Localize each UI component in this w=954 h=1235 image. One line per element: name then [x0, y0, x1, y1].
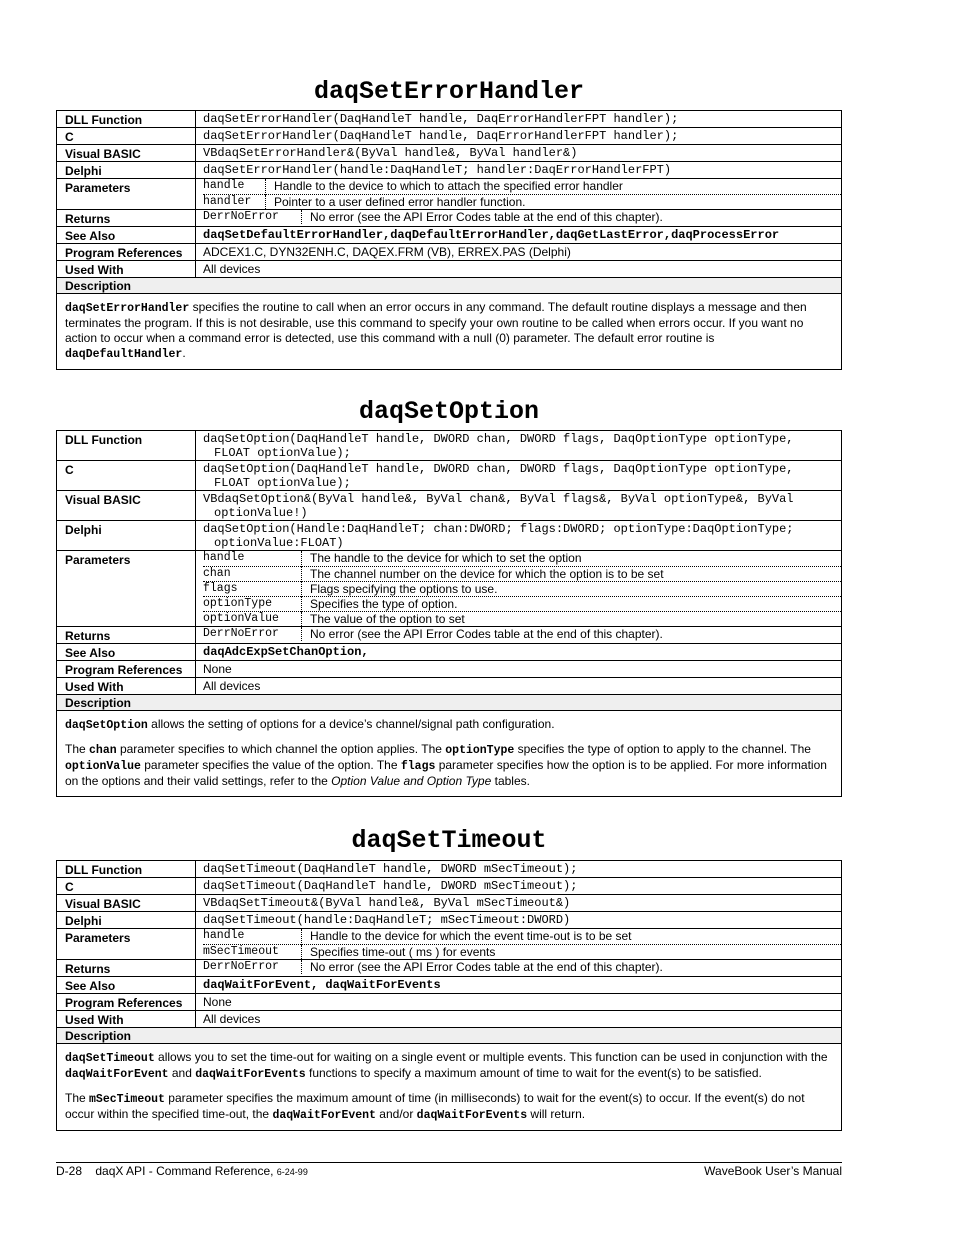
used-with-value: All devices [196, 678, 842, 695]
delphi-value: daqSetTimeout(handle:DaqHandleT; mSecTimeout:DWORD) [196, 912, 842, 929]
chapter-title: daqX API - Command Reference, [95, 1164, 277, 1178]
return-desc: No error (see the API Error Codes table at the end of this chapter). [310, 210, 663, 224]
param-desc: Specifies time-out ( ms ) for events [302, 944, 842, 959]
description-text: and/or [375, 1107, 417, 1121]
inline-code: daqWaitForEvent [65, 1068, 169, 1081]
inline-code: flags [400, 760, 436, 773]
program-references-value: ADCEX1.C, DYN32ENH.C, DAQEX.FRM (VB), ERREX.PAS (Delphi) [196, 244, 842, 261]
description-text: tables. [491, 774, 530, 788]
parameters-list [203, 551, 841, 626]
see-also-value: daqAdcExpSetChanOption, [196, 644, 842, 661]
see-also-value: daqWaitForEvent, daqWaitForEvents [196, 977, 842, 994]
code-line: FLOAT optionValue); [214, 446, 351, 460]
param-desc: Handle to the device for which the event time-out is to be set [310, 929, 632, 943]
parameters-list [203, 179, 841, 209]
label-delphi: Delphi [57, 162, 196, 179]
description-text: specifies the type of option to apply to the channel. The [514, 742, 811, 756]
vb-value: VBdaqSetErrorHandler&(ByVal handle&, ByVal handler&) [196, 145, 842, 162]
return-code: DerrNoError [203, 960, 302, 974]
code-line: optionValue!) [214, 506, 308, 520]
return-desc: No error (see the API Error Codes table at the end of this chapter). [310, 627, 663, 641]
inline-code: optionValue [65, 760, 141, 773]
label-used-with: Used With [57, 678, 196, 695]
param-desc: The handle to the device for which to set the option [310, 551, 582, 565]
code-line: daqSetOption(DaqHandleT handle, DWORD chan, DWORD flags, DaqOptionType optionType, [203, 462, 794, 476]
parameters-cell [196, 179, 842, 210]
description-text: allows the setting of options for a device’s channel/signal path configuration. [147, 717, 555, 731]
description-text: allows you to set the time-out for waiting on a single event or multiple events. This function can be used in conjunction with the [154, 1050, 828, 1064]
inline-code: daqWaitForEvents [416, 1109, 528, 1122]
label-visual-basic: Visual BASIC [57, 491, 196, 521]
reference-table [56, 430, 842, 797]
label-dll-function: DLL Function [57, 431, 196, 461]
delphi-value [196, 521, 842, 551]
inline-code: optionType [445, 744, 515, 757]
parameters-cell [196, 551, 842, 627]
label-program-references: Program References [57, 244, 196, 261]
inline-code: mSecTimeout [89, 1093, 165, 1106]
label-program-references: Program References [57, 661, 196, 678]
inline-code: daqSetOption [65, 719, 148, 732]
description-text: functions to specify a maximum amount of time to wait for the event(s) to be satisfied. [305, 1066, 762, 1080]
inline-code: daqWaitForEvent [272, 1109, 376, 1122]
returns-cell [196, 210, 842, 227]
param-desc: Pointer to a user defined error handler function. [266, 194, 842, 209]
code-line: daqSetOption(Handle:DaqHandleT; chan:DWORD; flags:DWORD; optionType:DaqOptionType; [203, 522, 794, 536]
description-text: parameter specifies how the option is to be applied. For more information on the options and their valid settings, refer to the [65, 758, 827, 788]
label-see-also: See Also [57, 644, 196, 661]
inline-code: chan [89, 744, 117, 757]
used-with-value: All devices [196, 261, 842, 278]
label-c: C [57, 461, 196, 491]
param-desc: Handle to the device to which to attach the specified error handler [274, 179, 623, 193]
label-used-with: Used With [57, 1011, 196, 1028]
revision-date: 6-24-99 [276, 1167, 308, 1177]
used-with-value: All devices [196, 1011, 842, 1028]
description-text: The [65, 1091, 90, 1105]
description-text: The [65, 742, 90, 756]
vb-value: VBdaqSetTimeout&(ByVal handle&, ByVal mSecTimeout&) [196, 895, 842, 912]
c-value: daqSetErrorHandler(DaqHandleT handle, DaqErrorHandlerFPT handler); [196, 128, 842, 145]
return-code: DerrNoError [203, 627, 302, 641]
code-line: optionValue:FLOAT) [214, 536, 344, 550]
description-text: will return. [527, 1107, 586, 1121]
param-name: optionValue [203, 611, 302, 626]
label-used-with: Used With [57, 261, 196, 278]
manual-title: WaveBook User’s Manual [704, 1164, 842, 1178]
label-c: C [57, 878, 196, 895]
footer-left [56, 1164, 308, 1178]
return-desc: No error (see the API Error Codes table at the end of this chapter). [310, 960, 663, 974]
param-name: mSecTimeout [203, 944, 302, 959]
param-desc: Flags specifying the options to use. [302, 581, 842, 596]
code-line: VBdaqSetOption&(ByVal handle&, ByVal chan&, ByVal flags&, ByVal optionType&, ByVal [203, 492, 794, 506]
label-delphi: Delphi [57, 912, 196, 929]
label-visual-basic: Visual BASIC [57, 895, 196, 912]
label-returns: Returns [57, 210, 196, 227]
label-c: C [57, 128, 196, 145]
inline-code: daqSetErrorHandler [65, 302, 190, 315]
description-body [57, 294, 842, 370]
section-title: daqSetOption [358, 397, 540, 426]
description-text: specifies the routine to call when an error occurs in any command. The default routine displays a message and then terminates the program. If this is not desirable, use this command to specify your own routine to be called when errors occur. If you want no action to occur when a command error is detected, use this command with a null (0) parameter. The default error routine is [65, 300, 807, 345]
code-line: FLOAT optionValue); [214, 476, 351, 490]
param-name: handler [203, 194, 266, 209]
label-description: Description [57, 695, 842, 711]
label-description: Description [57, 1028, 842, 1044]
label-program-references: Program References [57, 994, 196, 1011]
label-parameters: Parameters [57, 179, 196, 210]
page-number: D-28 [56, 1164, 83, 1178]
c-value: daqSetTimeout(DaqHandleT handle, DWORD mSecTimeout); [196, 878, 842, 895]
program-references-value: None [196, 661, 842, 678]
dll-function-value [196, 431, 842, 461]
param-name: handle [203, 551, 302, 566]
returns-cell [196, 960, 842, 977]
description-text: and [168, 1066, 196, 1080]
param-name: optionType [203, 596, 302, 611]
label-description: Description [57, 278, 842, 294]
param-name: flags [203, 581, 302, 596]
description-text: parameter specifies to which channel the option applies. The [116, 742, 446, 756]
delphi-value: daqSetErrorHandler(handle:DaqHandleT; handler:DaqErrorHandlerFPT) [196, 162, 842, 179]
param-name: handle [203, 179, 266, 194]
c-value [196, 461, 842, 491]
description-text: parameter specifies the value of the option. The [140, 758, 401, 772]
reference-table [56, 860, 842, 1131]
inline-code: daqDefaultHandler [65, 348, 183, 361]
vb-value [196, 491, 842, 521]
description-body [57, 711, 842, 797]
code-line: daqSetOption(DaqHandleT handle, DWORD chan, DWORD flags, DaqOptionType optionType, [203, 432, 794, 446]
label-dll-function: DLL Function [57, 861, 196, 878]
inline-code: daqWaitForEvents [195, 1068, 306, 1081]
parameters-list [203, 929, 841, 959]
parameters-cell [196, 929, 842, 960]
return-code: DerrNoError [203, 210, 302, 224]
section-title: daqSetTimeout [351, 826, 547, 855]
dll-function-value: daqSetErrorHandler(DaqHandleT handle, DaqErrorHandlerFPT handler); [196, 111, 842, 128]
see-also-value: daqSetDefaultErrorHandler,daqDefaultErrorHandler,daqGetLastError,daqProcessError [196, 227, 842, 244]
inline-code: daqSetTimeout [65, 1052, 155, 1065]
label-returns: Returns [57, 960, 196, 977]
label-parameters: Parameters [57, 551, 196, 627]
description-text: . [182, 346, 186, 360]
param-desc: Specifies the type of option. [302, 596, 842, 611]
label-see-also: See Also [57, 227, 196, 244]
footer-divider [56, 1162, 842, 1163]
param-name: handle [203, 929, 302, 944]
label-delphi: Delphi [57, 521, 196, 551]
program-references-value: None [196, 994, 842, 1011]
label-visual-basic: Visual BASIC [57, 145, 196, 162]
label-see-also: See Also [57, 977, 196, 994]
returns-cell [196, 627, 842, 644]
section-title: daqSetErrorHandler [313, 77, 585, 106]
param-name: chan [203, 566, 302, 581]
label-dll-function: DLL Function [57, 111, 196, 128]
description-body [57, 1044, 842, 1131]
dll-function-value: daqSetTimeout(DaqHandleT handle, DWORD mSecTimeout); [196, 861, 842, 878]
label-parameters: Parameters [57, 929, 196, 960]
param-desc: The channel number on the device for which the option is to be set [302, 566, 842, 581]
description-text: parameter specifies the maximum amount of time (in milliseconds) to wait for the event(s) to occur. If the event(s) do not occur within the specified time-out, the [65, 1091, 805, 1121]
param-desc: The value of the option to set [302, 611, 842, 626]
reference-table [56, 110, 842, 370]
label-returns: Returns [57, 627, 196, 644]
italic-reference: Option Value and Option Type [331, 774, 492, 788]
